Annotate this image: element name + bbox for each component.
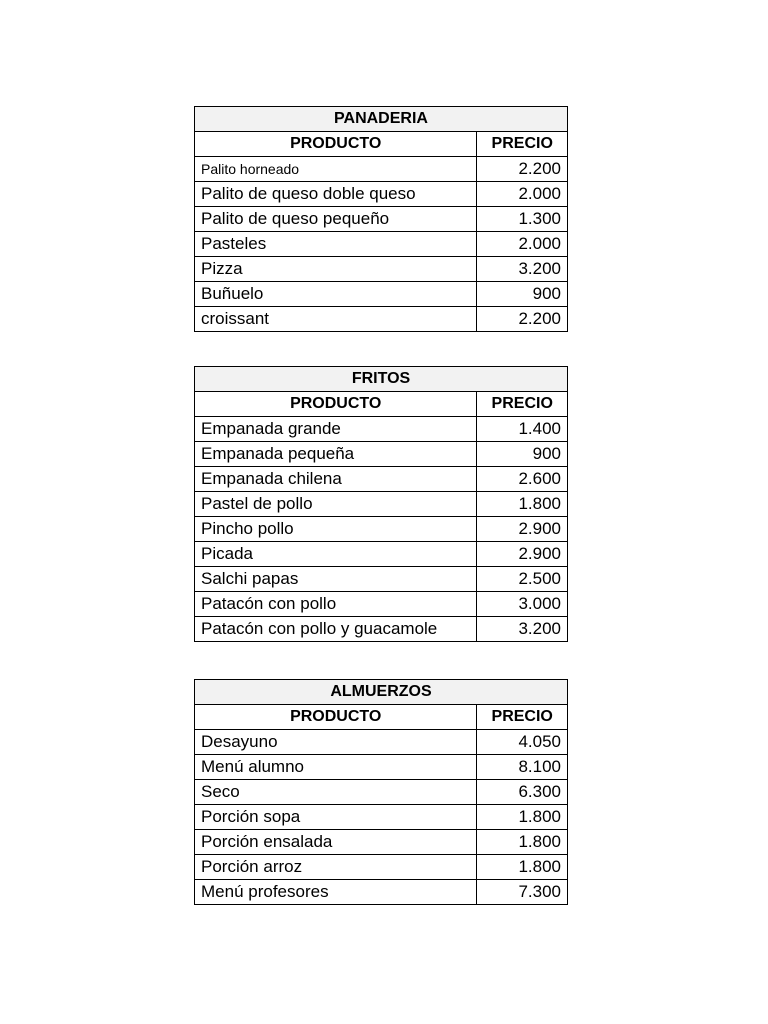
product-name-cell: Desayuno [195, 730, 477, 755]
panaderia-table [194, 106, 568, 332]
table-body [195, 730, 568, 905]
price-column-header: PRECIO [477, 132, 568, 157]
product-name-cell: Seco [195, 780, 477, 805]
table-row [195, 805, 568, 830]
product-name-cell: Buñuelo [195, 282, 477, 307]
product-name-cell: Palito de queso doble queso [195, 182, 477, 207]
price-cell: 6.300 [477, 780, 568, 805]
price-cell: 2.000 [477, 182, 568, 207]
section-title: ALMUERZOS [195, 680, 568, 705]
table-row [195, 307, 568, 332]
product-name-cell: Pastel de pollo [195, 492, 477, 517]
product-name-cell: Palito de queso pequeño [195, 207, 477, 232]
product-name-cell: Porción sopa [195, 805, 477, 830]
table-row [195, 207, 568, 232]
product-name-cell: Picada [195, 542, 477, 567]
price-cell: 1.800 [477, 830, 568, 855]
price-column-header: PRECIO [477, 392, 568, 417]
price-cell: 1.800 [477, 805, 568, 830]
table-body [195, 417, 568, 642]
price-cell: 3.200 [477, 257, 568, 282]
price-cell: 2.200 [477, 157, 568, 182]
table-row [195, 157, 568, 182]
product-column-header: PRODUCTO [195, 132, 477, 157]
price-cell: 2.200 [477, 307, 568, 332]
product-name-cell: Empanada pequeña [195, 442, 477, 467]
price-cell: 1.400 [477, 417, 568, 442]
product-name-cell: Empanada chilena [195, 467, 477, 492]
table-row [195, 417, 568, 442]
product-name-cell: Pincho pollo [195, 517, 477, 542]
price-cell: 2.600 [477, 467, 568, 492]
section-title: PANADERIA [195, 107, 568, 132]
price-cell: 1.300 [477, 207, 568, 232]
table-row [195, 592, 568, 617]
price-cell: 3.200 [477, 617, 568, 642]
fritos-table [194, 366, 568, 642]
table-row [195, 282, 568, 307]
price-cell: 1.800 [477, 855, 568, 880]
price-cell: 900 [477, 442, 568, 467]
product-name-cell: Menú alumno [195, 755, 477, 780]
price-cell: 8.100 [477, 755, 568, 780]
price-cell: 7.300 [477, 880, 568, 905]
product-name-cell: Patacón con pollo y guacamole [195, 617, 477, 642]
price-cell: 900 [477, 282, 568, 307]
table-row [195, 830, 568, 855]
table-row [195, 780, 568, 805]
product-name-cell: Porción arroz [195, 855, 477, 880]
table-row [195, 755, 568, 780]
product-name-cell: Palito horneado [195, 157, 477, 182]
product-name-cell: Patacón con pollo [195, 592, 477, 617]
product-name-cell: Empanada grande [195, 417, 477, 442]
almuerzos-table [194, 679, 568, 905]
table-row [195, 467, 568, 492]
product-column-header: PRODUCTO [195, 705, 477, 730]
price-cell: 2.500 [477, 567, 568, 592]
table-row [195, 567, 568, 592]
table-row [195, 232, 568, 257]
table-row [195, 492, 568, 517]
section-title: FRITOS [195, 367, 568, 392]
table-row [195, 730, 568, 755]
product-name-cell: Menú profesores [195, 880, 477, 905]
table-row [195, 880, 568, 905]
price-cell: 2.000 [477, 232, 568, 257]
product-column-header: PRODUCTO [195, 392, 477, 417]
table-row [195, 517, 568, 542]
price-cell: 1.800 [477, 492, 568, 517]
product-name-cell: Porción ensalada [195, 830, 477, 855]
table-row [195, 542, 568, 567]
price-cell: 2.900 [477, 542, 568, 567]
table-row [195, 182, 568, 207]
table-row [195, 855, 568, 880]
table-row [195, 257, 568, 282]
price-cell: 4.050 [477, 730, 568, 755]
table-row [195, 442, 568, 467]
price-cell: 3.000 [477, 592, 568, 617]
table-row [195, 617, 568, 642]
product-name-cell: croissant [195, 307, 477, 332]
product-name-cell: Pizza [195, 257, 477, 282]
price-column-header: PRECIO [477, 705, 568, 730]
table-body [195, 157, 568, 332]
price-cell: 2.900 [477, 517, 568, 542]
product-name-cell: Salchi papas [195, 567, 477, 592]
product-name-cell: Pasteles [195, 232, 477, 257]
